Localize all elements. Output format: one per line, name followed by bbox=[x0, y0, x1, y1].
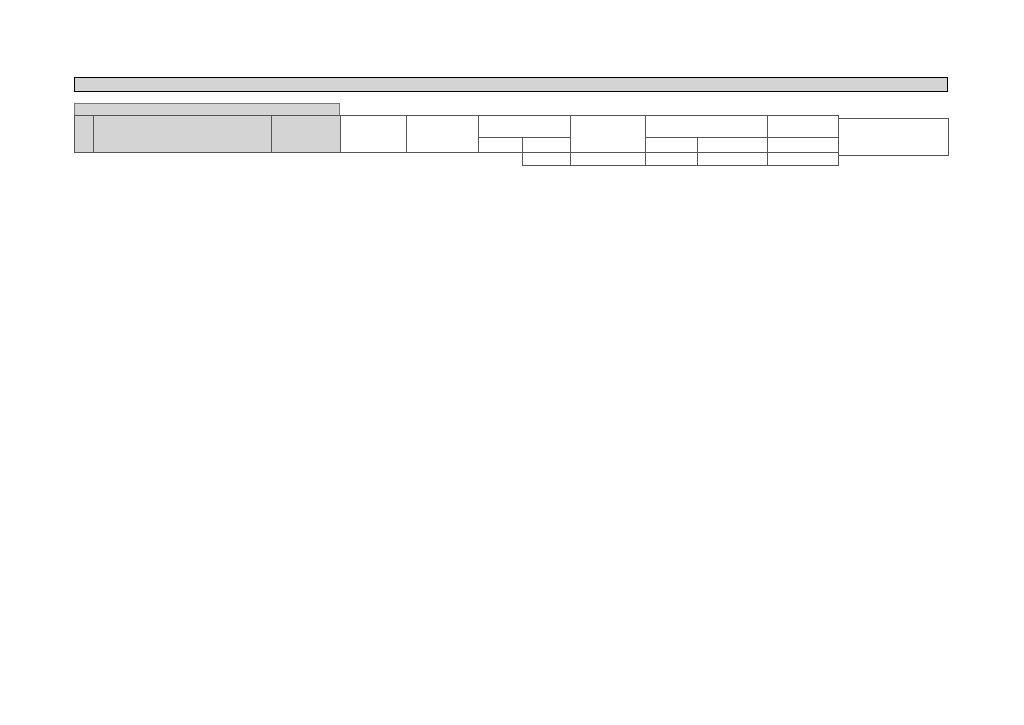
header-jednostka bbox=[341, 116, 407, 153]
summary-row bbox=[75, 153, 839, 166]
header-koszt bbox=[571, 116, 646, 153]
header-mgco2 bbox=[698, 138, 768, 153]
spreadsheet-page bbox=[74, 77, 948, 166]
header-rozpoczecie bbox=[479, 138, 523, 153]
header-wskazniki bbox=[839, 119, 949, 156]
header-wzrost-mwh bbox=[768, 138, 839, 153]
indicators-table bbox=[838, 118, 949, 156]
header-rola bbox=[407, 116, 479, 153]
header-adresat bbox=[272, 116, 341, 153]
summary-oze bbox=[768, 153, 839, 166]
header-zakonczenie bbox=[523, 138, 571, 153]
summary-label bbox=[523, 153, 571, 166]
page-title bbox=[74, 77, 948, 92]
header-nr bbox=[75, 116, 94, 153]
section-label bbox=[74, 103, 340, 115]
header-mwh bbox=[646, 138, 698, 153]
summary-co2 bbox=[698, 153, 768, 166]
summary-mwh bbox=[646, 153, 698, 166]
actions-table bbox=[74, 115, 839, 166]
header-efekt bbox=[646, 116, 768, 138]
header-okres bbox=[479, 116, 571, 138]
summary-spacer bbox=[75, 153, 523, 166]
header-dzialanie bbox=[94, 116, 272, 153]
summary-koszt bbox=[571, 153, 646, 166]
header-wzrost bbox=[768, 116, 839, 138]
